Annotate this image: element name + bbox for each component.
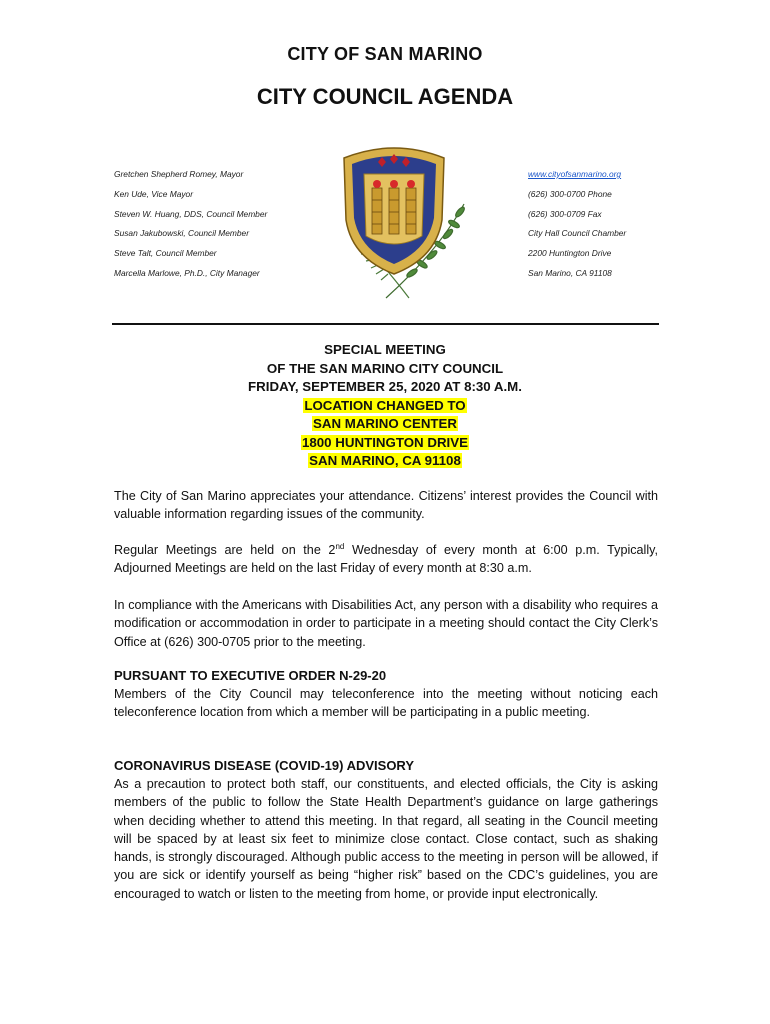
location-changed-line: 1800 HUNTINGTON DRIVE	[301, 434, 468, 450]
regular-meetings-paragraph: Regular Meetings are held on the 2nd Wednesday of every month at 6:00 p.m. Typically, Adjourned Meetings are held on the last Friday of every month at 8:30 a.m.	[114, 541, 659, 576]
meeting-notice	[0, 341, 770, 471]
city-zip: San Marino, CA 91108	[528, 267, 612, 278]
official-mayor: Gretchen Shepherd Romey, Mayor	[114, 169, 244, 179]
meeting-type: SPECIAL MEETING	[324, 342, 446, 357]
officials-list	[114, 165, 329, 284]
fax-number: (626) 300-0709 Fax	[528, 208, 602, 219]
contact-list	[528, 165, 678, 284]
location-changed-line: SAN MARINO CENTER	[312, 416, 458, 431]
agenda-title: CITY COUNCIL AGENDA	[256, 84, 514, 109]
header-divider	[112, 323, 659, 325]
official-council-member: Susan Jakubowski, Council Member	[114, 228, 249, 239]
location-name: City Hall Council Chamber	[528, 228, 627, 239]
covid-advisory-paragraph: As a precaution to protect both staff, our constituents, and elected officials, the City is asking members of the public to follow the State Health Department’s guidance on large gatherings when deciding whether to attend this meeting. In that regard, all seating in the Council meeting will be spaced by at least six feet to minimize close contact. Close contact, such as shaking hands, is strongly discouraged. Although public access to the meeting in person will be allowed, if you are sick or identify yourself as being “higher risk” based on the CDC’s guidelines, you are encouraged to watch or listen to the meeting from home, or provide input electronically.	[114, 777, 658, 901]
teleconference-paragraph: Members of the City Council may teleconference into the meeting without noticing each teleconference location from which a member will be participating in a public meeting.	[114, 687, 658, 720]
street-address: 2200 Huntington Drive	[528, 248, 612, 259]
covid-advisory-heading: CORONAVIRUS DISEASE (COVID-19) ADVISORY	[114, 758, 415, 773]
attendance-paragraph: The City of San Marino appreciates your attendance. Citizens’ interest provides the Council with valuable information regarding issues of the community.	[114, 489, 658, 522]
executive-order-heading: PURSUANT TO EXECUTIVE ORDER N-29-20	[114, 668, 387, 683]
official-council-member: Steve Talt, Council Member	[114, 248, 217, 259]
official-council-member: Steven W. Huang, DDS, Council Member	[114, 208, 268, 219]
city-seal-icon	[314, 140, 474, 300]
official-city-manager: Marcella Marlowe, Ph.D., City Manager	[114, 267, 260, 278]
website-link[interactable]: www.cityofsanmarino.org	[528, 169, 622, 179]
phone-number: (626) 300-0700 Phone	[528, 188, 612, 199]
location-changed-line: SAN MARINO, CA 91108	[309, 453, 461, 468]
city-title: CITY OF SAN MARINO	[287, 44, 483, 64]
ada-paragraph: In compliance with the Americans with Disabilities Act, any person with a disability who requires a modification or accommodation in order to participate in a meeting should contact the City Clerk’s Office at (626) 300-0705 prior to the meeting.	[114, 598, 658, 649]
meeting-body: OF THE SAN MARINO CITY COUNCIL	[266, 360, 504, 376]
location-changed-line: LOCATION CHANGED TO	[304, 397, 466, 413]
official-vice-mayor: Ken Ude, Vice Mayor	[114, 188, 193, 199]
meeting-date-time: FRIDAY, SEPTEMBER 25, 2020 AT 8:30 A.M.	[248, 379, 522, 394]
